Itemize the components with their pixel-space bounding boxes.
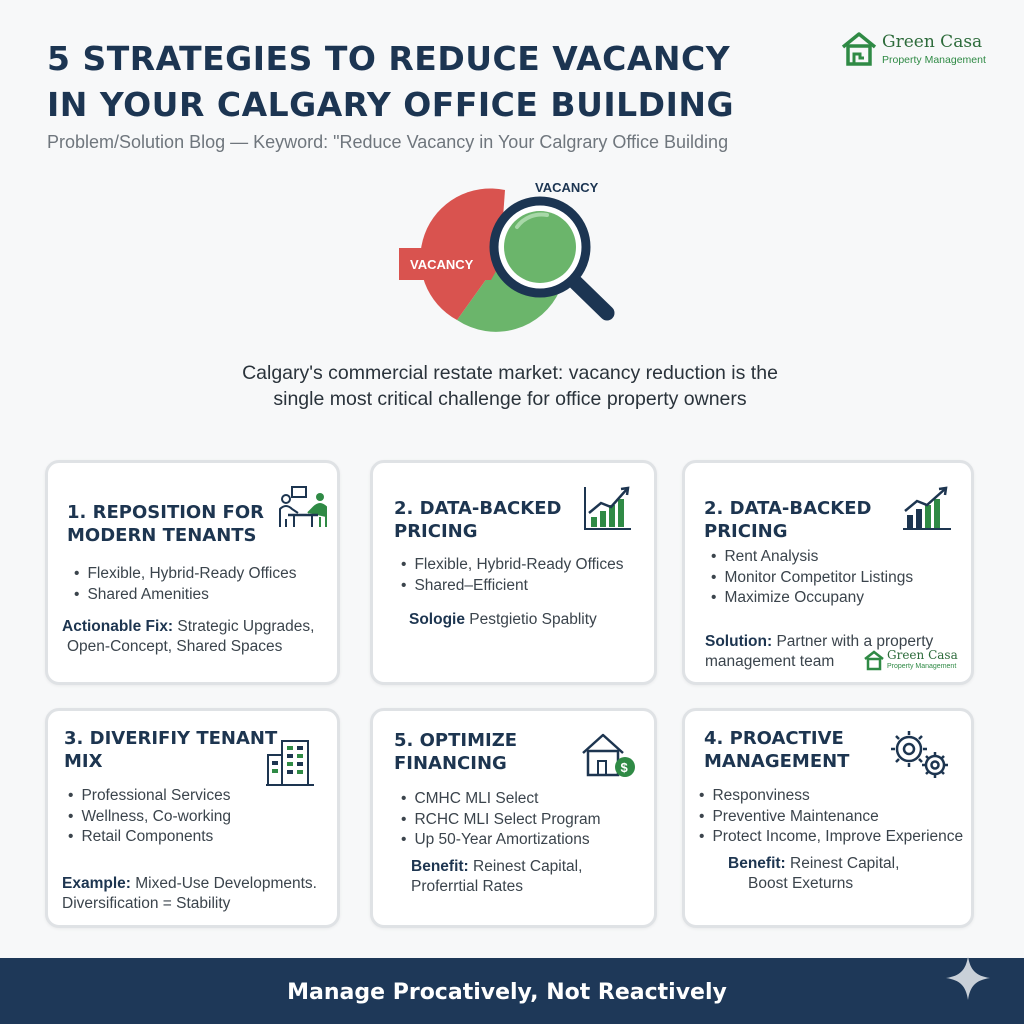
list-item: • Flexible, Hybrid-Ready Offices xyxy=(401,555,623,576)
strategy-card-pricing-b xyxy=(682,460,974,685)
card-title-line-2: PRICING xyxy=(704,521,788,542)
vacancy-illustration xyxy=(395,175,635,345)
strategy-card-pricing-a xyxy=(370,460,657,685)
page-subtitle: Problem/Solution Blog — Keyword: "Reduce Vacancy in Your Calgrary Office Building xyxy=(47,132,729,152)
card-title-line-1: 4. PROACTIVE xyxy=(704,728,844,749)
house-logo-icon xyxy=(863,649,885,671)
list-item: • Preventive Maintenance xyxy=(699,807,963,828)
note-label: Example: xyxy=(62,875,131,892)
card-title xyxy=(64,727,277,773)
note-text: Mixed-Use Developments. xyxy=(130,875,317,892)
strategy-card-financing xyxy=(370,708,657,928)
strategy-card-diversify xyxy=(45,708,340,928)
card-bullets xyxy=(74,564,296,605)
card-title-line-1: 2. DATA-BACKED xyxy=(704,498,872,519)
card-bullets xyxy=(68,786,231,848)
card-title-line-2: PRICING xyxy=(394,521,478,542)
card-bullets xyxy=(401,555,623,596)
note-text: Partner with a property xyxy=(772,633,934,650)
intro-line-2: single most critical challenge for office property owners xyxy=(273,388,747,410)
growth-chart-icon xyxy=(583,485,633,531)
note-text-line-2: Open-Concept, Shared Spaces xyxy=(67,638,283,655)
intro-line-1: Calgary's commercial restate market: vacancy reduction is the xyxy=(242,362,778,384)
list-item: • Responviness xyxy=(699,786,963,807)
note-label: Actionable Fix: xyxy=(62,618,174,635)
footer-tagline: Manage Procatively, Not Reactively xyxy=(287,980,727,1005)
svg-text:$: $ xyxy=(620,760,628,775)
strategy-card-proactive xyxy=(682,708,974,928)
list-item: • Wellness, Co-working xyxy=(68,807,231,828)
card-title-line-1: 1. REPOSITION FOR xyxy=(67,502,265,523)
note-text-line-2: Boost Exeturns xyxy=(748,875,854,892)
list-item: • Rent Analysis xyxy=(711,547,913,568)
intro-text xyxy=(100,360,920,412)
gears-icon xyxy=(887,727,957,783)
note-label: Sologie xyxy=(409,611,465,628)
list-item: • Maximize Occupany xyxy=(711,588,913,609)
note-text-line-2: management team xyxy=(705,653,835,670)
card-bullets xyxy=(401,789,600,851)
list-item: • CMHC MLI Select xyxy=(401,789,600,810)
sparkle-icon xyxy=(942,952,994,1004)
list-item: • RCHC MLI Select Program xyxy=(401,810,600,831)
list-item: • Flexible, Hybrid-Ready Offices xyxy=(74,564,296,585)
card-title-line-2: FINANCING xyxy=(394,753,507,774)
list-item: • Shared–Efficient xyxy=(401,576,623,597)
note-text-line-2: Proferrtial Rates xyxy=(411,878,523,895)
note-text: Reinest Capital, xyxy=(468,858,583,875)
card-note xyxy=(62,617,314,657)
card-title-line-2: MIX xyxy=(64,751,103,772)
card-title-line-2: MODERN TENANTS xyxy=(67,525,257,546)
note-label: Benefit: xyxy=(728,855,786,872)
brand-name: Green Casa xyxy=(882,32,983,52)
note-text-line-2: Diversification = Stability xyxy=(62,895,231,912)
page-title xyxy=(47,36,734,128)
note-text: Pestgietio Spablity xyxy=(464,611,597,628)
card-title xyxy=(394,729,517,775)
page-title-line-2: IN YOUR CALGARY OFFICE BUILDING xyxy=(47,85,735,124)
card-bullets xyxy=(711,547,913,609)
list-item: • Up 50-Year Amortizations xyxy=(401,830,600,851)
vacancy-magnifier-chart-icon xyxy=(395,175,635,345)
list-item: • Monitor Competitor Listings xyxy=(711,568,913,589)
meeting-people-icon xyxy=(276,485,332,531)
list-item: • Shared Amenities xyxy=(74,585,296,606)
card-note xyxy=(411,857,582,897)
hero-label-left: VACANCY xyxy=(410,257,474,272)
mini-brand-logo xyxy=(863,648,973,674)
brand-name: Green Casa xyxy=(887,648,958,662)
brand-tagline: Property Management xyxy=(882,54,986,66)
card-title-line-1: 3. DIVERIFIY TENANT xyxy=(64,728,278,749)
note-text: Strategic Upgrades, xyxy=(173,618,315,635)
brand-tagline: Property Management xyxy=(887,663,957,670)
list-item: • Retail Components xyxy=(68,827,231,848)
note-label: Benefit: xyxy=(411,858,469,875)
note-label: Solution: xyxy=(705,633,773,650)
office-building-icon xyxy=(266,737,314,787)
strategy-card-reposition xyxy=(45,460,340,685)
card-title-line-1: 2. DATA-BACKED xyxy=(394,498,562,519)
card-note xyxy=(409,610,597,630)
house-dollar-icon xyxy=(579,731,641,781)
card-note xyxy=(62,874,317,914)
note-text: Reinest Capital, xyxy=(785,855,900,872)
card-bullets xyxy=(699,786,963,848)
growth-chart-icon xyxy=(901,485,953,531)
card-title-line-1: 5. OPTIMIZE xyxy=(394,730,518,751)
card-note xyxy=(728,854,899,894)
list-item: • Protect Income, Improve Experience xyxy=(699,827,963,848)
hero-label-top: VACANCY xyxy=(535,180,599,195)
card-title-line-2: MANAGEMENT xyxy=(704,751,850,772)
list-item: • Professional Services xyxy=(68,786,231,807)
card-title xyxy=(67,501,264,547)
card-title xyxy=(704,497,871,543)
page-title-line-1: 5 STRATEGIES TO REDUCE VACANCY xyxy=(47,39,731,78)
card-title xyxy=(704,727,849,773)
brand-logo xyxy=(840,30,1010,70)
card-title xyxy=(394,497,561,543)
house-logo-icon xyxy=(840,30,878,66)
footer-banner xyxy=(0,958,1024,1024)
